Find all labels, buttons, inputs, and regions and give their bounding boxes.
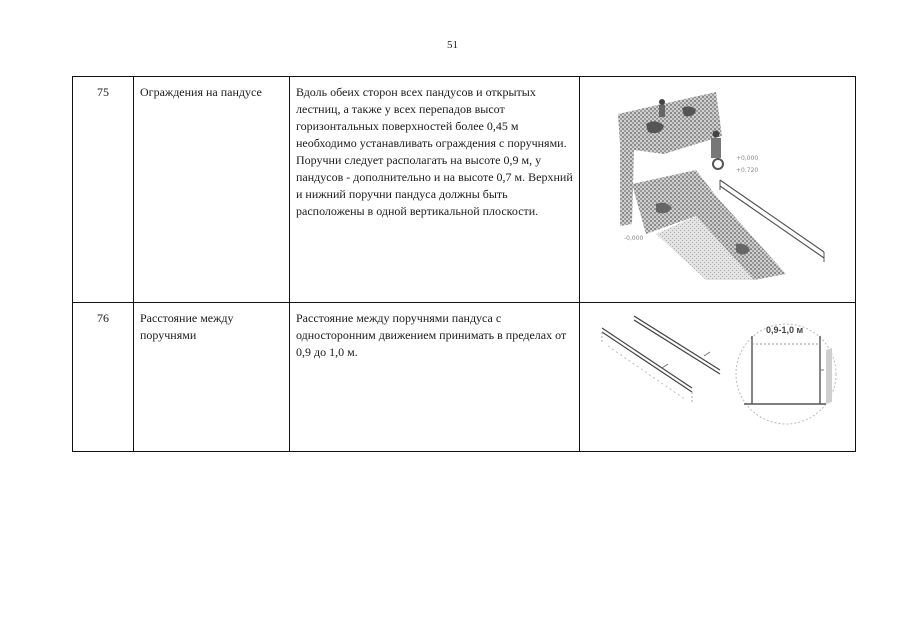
row-number: 75	[73, 77, 134, 303]
requirement-name: Расстояние между поручнями	[134, 303, 290, 452]
page-number: 51	[447, 39, 458, 51]
handrail-distance-illustration	[580, 303, 856, 452]
table-row	[73, 303, 856, 452]
requirement-description: Расстояние между поручнями пандуса с односторонним движением принимать в пределах от 0,9 до 1,0 м.	[290, 303, 580, 452]
norms-table	[72, 76, 856, 452]
ramp-railing-drawing	[586, 84, 852, 296]
ramp-railing-illustration	[580, 77, 856, 303]
dimension-label: 0,9-1,0 м	[766, 325, 804, 335]
handrail-distance-drawing	[586, 310, 852, 445]
level-label: +0,000	[736, 155, 759, 162]
requirement-description: Вдоль обеих сторон всех пандусов и открытых лестниц, а также у всех перепадов высот горизонтальных поверхностей более 0,45 м необходимо устанавливать ограждения с поручнями. Поручни следует располагать на высоте 0,9 м, у пандусов - дополнительно и на высоте 0,7 м. Верхний и нижний поручни пандуса должны быть расположены в одной вертикальной плоскости.	[290, 77, 580, 303]
row-number: 76	[73, 303, 134, 452]
level-label: -0,000	[624, 235, 644, 242]
table-row	[73, 77, 856, 303]
requirement-name: Ограждения на пандусе	[134, 77, 290, 303]
level-label: +0,720	[736, 167, 759, 174]
